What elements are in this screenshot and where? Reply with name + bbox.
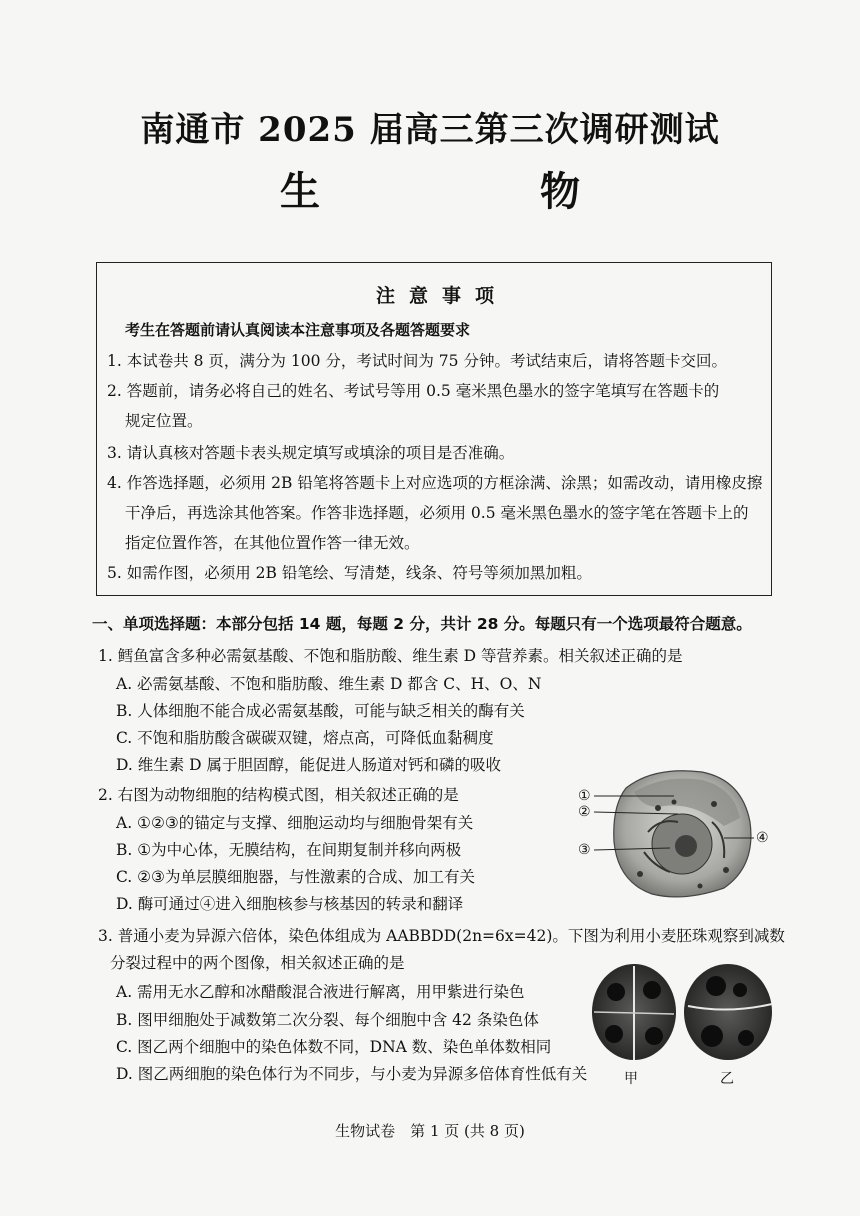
question-2-option-c: C. ②③为单层膜细胞器，与性激素的合成、加工有关 <box>116 868 475 886</box>
notice-item: 指定位置作答，在其他位置作答一律无效。 <box>125 534 420 552</box>
question-1-option-b: B. 人体细胞不能合成必需氨基酸，可能与缺乏相关的酶有关 <box>116 702 525 720</box>
notice-item: 4. 作答选择题，必须用 2B 铅笔将答题卡上对应选项的方框涂满、涂黑；如需改动，请用橡皮擦 <box>107 474 763 492</box>
section-heading: 一、单项选择题：本部分包括 14 题，每题 2 分，共计 28 分。每题只有一个选项最符合题意。 <box>92 615 752 633</box>
question-1-option-c: C. 不饱和脂肪酸含碳碳双键，熔点高，可降低血黏稠度 <box>116 729 494 747</box>
question-3-option-d: D. 图乙两细胞的染色体行为不同步，与小麦为异源多倍体育性低有关 <box>116 1065 588 1083</box>
question-2-option-d: D. 酶可通过④进入细胞核参与核基因的转录和翻译 <box>116 895 464 913</box>
notice-box <box>96 262 772 596</box>
page-footer: 生物试卷 第 1 页 (共 8 页) <box>335 1122 525 1140</box>
question-3-stem-continued: 分裂过程中的两个图像，相关叙述正确的是 <box>110 954 405 972</box>
exam-subject: 生 物 <box>280 168 670 215</box>
notice-item: 2. 答题前，请务必将自己的姓名、考试号等用 0.5 毫米黑色墨水的签字笔填写在答题卡的 <box>107 382 720 400</box>
animal-cell-figure <box>574 762 774 902</box>
notice-title: 注意事项 <box>375 285 508 307</box>
notice-item: 5. 如需作图，必须用 2B 铅笔绘、写清楚，线条、符号等须加黑加粗。 <box>107 564 592 582</box>
notice-item: 1. 本试卷共 8 页，满分为 100 分，考试时间为 75 分钟。考试结束后，请将答题卡交回。 <box>107 352 727 370</box>
figure-label-4: ④ <box>756 830 769 846</box>
figure-label-2: ② <box>578 804 591 820</box>
notice-item: 干净后，再选涂其他答案。作答非选择题，必须用 0.5 毫米黑色墨水的签字笔在答题卡上的 <box>125 504 749 522</box>
question-3-option-a: A. 需用无水乙醇和冰醋酸混合液进行解离，用甲紫进行染色 <box>116 983 525 1001</box>
notice-item: 规定位置。 <box>125 412 203 430</box>
question-3-option-c: C. 图乙两个细胞中的染色体数不同，DNA 数、染色单体数相同 <box>116 1038 552 1056</box>
notice-lead: 考生在答题前请认真阅读本注意事项及各题答题要求 <box>125 321 471 339</box>
question-2-option-b: B. ①为中心体，无膜结构，在间期复制并移向两极 <box>116 841 462 859</box>
question-3-option-b: B. 图甲细胞处于减数第二次分裂、每个细胞中含 42 条染色体 <box>116 1011 539 1029</box>
figure-label-jia: 甲 <box>624 1071 638 1087</box>
question-1-stem: 1. 鳕鱼富含多种必需氨基酸、不饱和脂肪酸、维生素 D 等营养素。相关叙述正确的是 <box>98 647 683 665</box>
figure-label-1: ① <box>578 788 591 804</box>
question-2-stem: 2. 右图为动物细胞的结构模式图，相关叙述正确的是 <box>98 786 459 804</box>
figure-label-yi: 乙 <box>720 1071 734 1087</box>
question-1-option-a: A. 必需氨基酸、不饱和脂肪酸、维生素 D 都含 C、H、O、N <box>116 675 542 693</box>
question-3-stem: 3. 普通小麦为异源六倍体，染色体组成为 AABBDD(2n=6x=42)。下图为利用小麦胚珠观察到减数 <box>98 927 785 945</box>
exam-title: 南通市 2025 届高三第三次调研测试 <box>140 110 720 150</box>
question-1-option-d: D. 维生素 D 属于胆固醇，能促进人肠道对钙和磷的吸收 <box>116 756 502 774</box>
figure-label-3: ③ <box>578 842 591 858</box>
meiosis-figure <box>588 960 774 1090</box>
notice-item: 3. 请认真核对答题卡表头规定填写或填涂的项目是否准确。 <box>107 444 515 462</box>
question-2-option-a: A. ①②③的锚定与支撑、细胞运动均与细胞骨架有关 <box>116 814 474 832</box>
